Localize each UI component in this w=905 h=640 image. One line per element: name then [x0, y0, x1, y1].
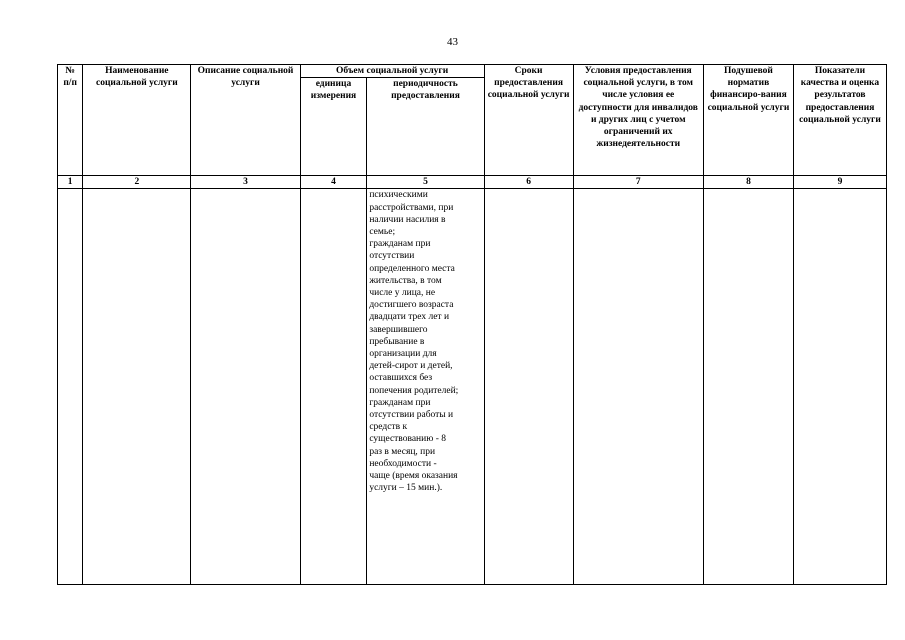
cell-unit	[300, 189, 367, 585]
header-service-name: Наименование социальной услуги	[83, 65, 191, 176]
cell-service-conditions	[573, 189, 703, 585]
cell-service-terms	[484, 189, 573, 585]
header-number: № п/п	[58, 65, 83, 176]
column-numbers-row	[58, 176, 887, 189]
column-number: 9	[793, 176, 886, 189]
column-number: 1	[58, 176, 83, 189]
header-quality-indicators: Показатели качества и оценка результатов предоставления социальной услуги	[793, 65, 886, 176]
column-number: 7	[573, 176, 703, 189]
column-number: 6	[484, 176, 573, 189]
cell-periodicity: психическими расстройствами, при наличии насилия в семье; гражданам при отсутствии определенного места жительства, в том числе у лица, не достигшего возраста двадцати трех лет и завершившего пребывание в организации для детей-сирот и детей, оставшихся без попечения родителей; гражданам при отсутствии работы и средств к существованию - 8 раз в месяц, при необходимости - чаще (время оказания услуги – 15 мин.).	[367, 189, 484, 585]
header-service-conditions: Условия предоставления социальной услуги, в том числе условия ее доступности для инвалидов и других лиц с учетом ограничений их жизнедеятельности	[573, 65, 703, 176]
cell-service-name	[83, 189, 191, 585]
page-number: 43	[447, 36, 458, 48]
header-periodicity: периодичность предоставления	[367, 78, 484, 176]
social-services-table	[57, 64, 887, 585]
header-service-description: Описание социальной услуги	[191, 65, 300, 176]
header-funding-norm: Подушевой норматив финансиро-вания социальной услуги	[703, 65, 793, 176]
cell-quality-indicators	[793, 189, 886, 585]
header-service-volume: Объем социальной услуги	[300, 65, 484, 78]
column-number: 5	[367, 176, 484, 189]
header-service-terms: Сроки предоставления социальной услуги	[484, 65, 573, 176]
table-row	[58, 189, 887, 585]
column-number: 2	[83, 176, 191, 189]
column-number: 4	[300, 176, 367, 189]
cell-service-description	[191, 189, 300, 585]
column-number: 8	[703, 176, 793, 189]
cell-funding-norm	[703, 189, 793, 585]
column-number: 3	[191, 176, 300, 189]
cell-number	[58, 189, 83, 585]
header-unit: единица измерения	[300, 78, 367, 176]
